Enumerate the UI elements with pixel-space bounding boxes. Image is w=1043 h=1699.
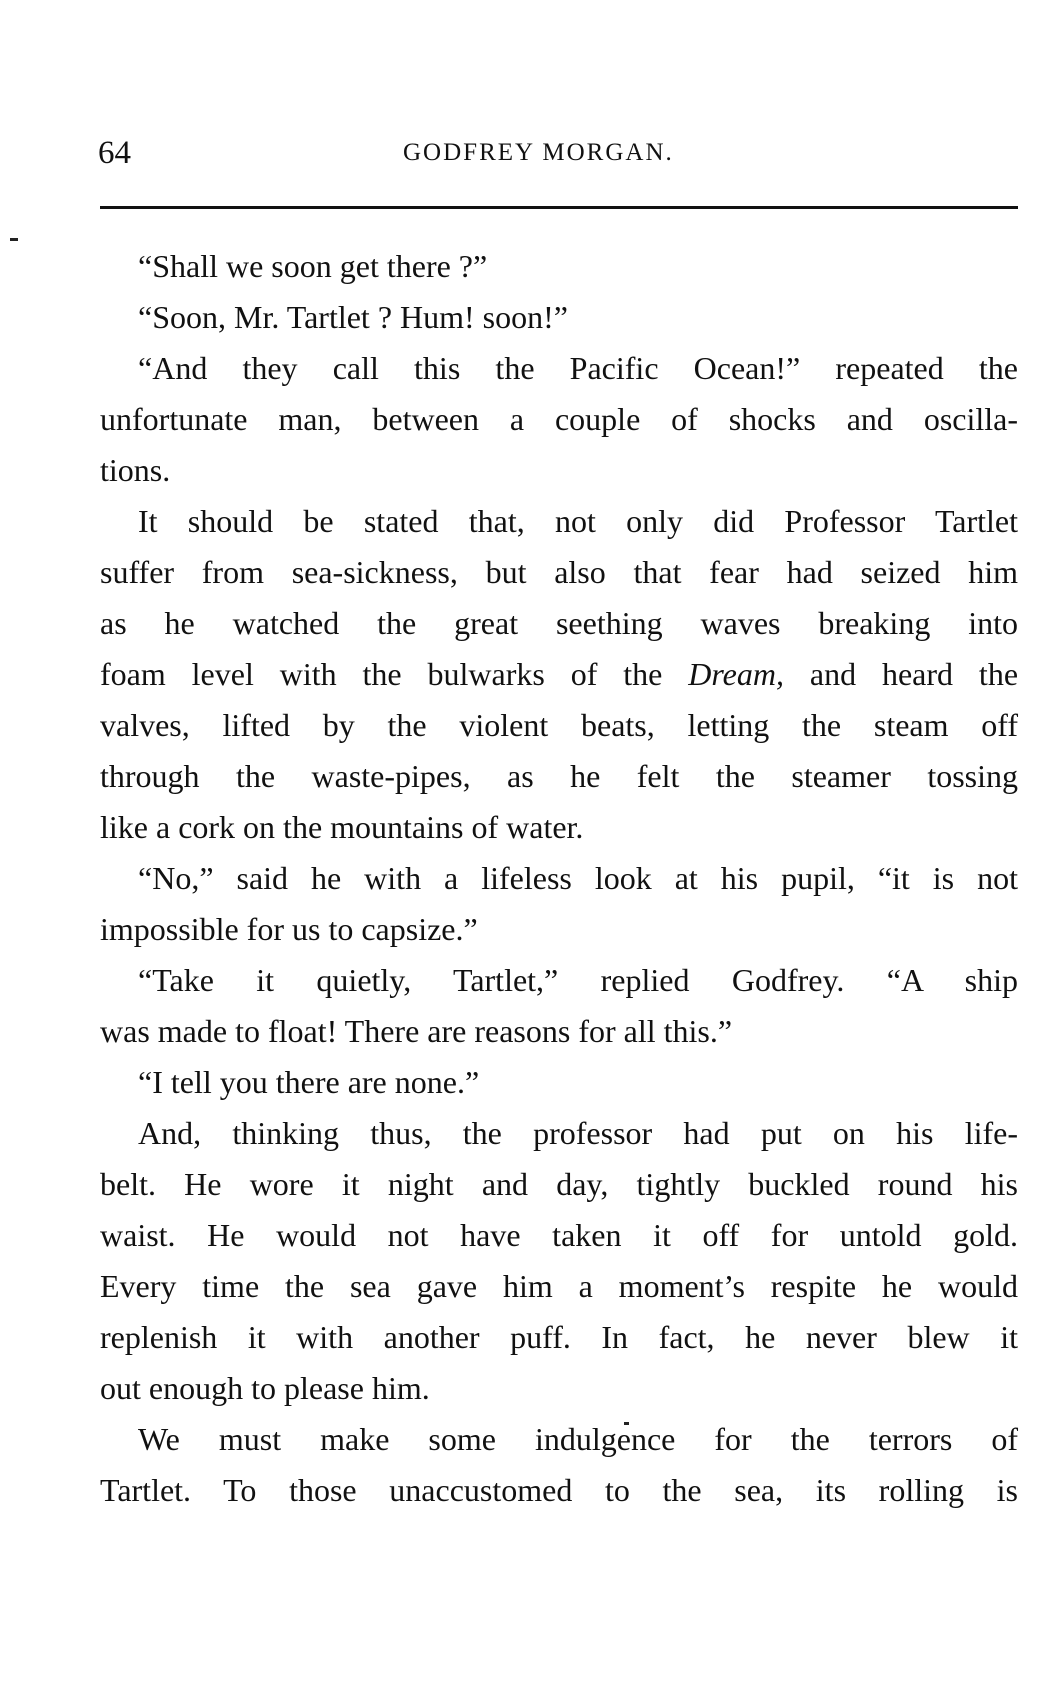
text-line: like a cork on the mountains of water. [100, 809, 584, 845]
print-speck-left [10, 238, 18, 241]
text-line: impossible for us to capsize.” [100, 911, 478, 947]
text-line: valves, lifted by the violent beats, letting the steam off [100, 707, 1018, 743]
text-line: replenish it with another puff. In fact, he never blew it [100, 1319, 1018, 1355]
text-line: It should be stated that, not only did Professor Tartlet [138, 503, 1018, 539]
text-line: “I tell you there are none.” [138, 1064, 480, 1100]
header-rule [100, 206, 1018, 209]
text-line: Every time the sea gave him a moment’s respite he would [100, 1268, 1018, 1304]
text-line: And, thinking thus, the professor had put on his life- [138, 1115, 1018, 1151]
text-line: “And they call this the Pacific Ocean!” repeated the [138, 350, 1018, 386]
text-line: suffer from sea-sickness, but also that fear had seized him [100, 554, 1018, 590]
text-line: “No,” said he with a lifeless look at his pupil, “it is not [138, 860, 1018, 896]
text-line: “Shall we soon get there ?” [138, 248, 488, 284]
text-segment: and heard the [809, 656, 1019, 692]
text-line: Tartlet. To those unaccustomed to the sea, its rolling is [100, 1472, 1018, 1508]
text-line: “Take it quietly, Tartlet,” replied Godfrey. “A ship [138, 962, 1018, 998]
text-line: unfortunate man, between a couple of shocks and oscilla- [100, 401, 1018, 437]
ship-name: Dream, [688, 656, 784, 692]
text-line-with-ship-name [100, 649, 1018, 700]
text-line: belt. He wore it night and day, tightly buckled round his [100, 1166, 1018, 1202]
text-line: waist. He would not have taken it off for untold gold. [100, 1217, 1018, 1253]
text-line: We must make some indulgence for the terrors of [138, 1421, 1018, 1457]
text-line: as he watched the great seething waves breaking into [100, 605, 1018, 641]
text-line: was made to float! There are reasons for all this.” [100, 1013, 733, 1049]
text-segment: foam level with the bulwarks of the [100, 656, 663, 692]
text-line: through the waste-pipes, as he felt the steamer tossing [100, 758, 1018, 794]
page-number: 64 [98, 135, 131, 171]
text-line: “Soon, Mr. Tartlet ? Hum! soon!” [138, 299, 568, 335]
running-title: GODFREY MORGAN. [403, 139, 674, 166]
text-line: out enough to please him. [100, 1370, 430, 1406]
page-header [98, 135, 1018, 185]
text-line: tions. [100, 452, 171, 488]
page-body [100, 241, 1018, 1516]
